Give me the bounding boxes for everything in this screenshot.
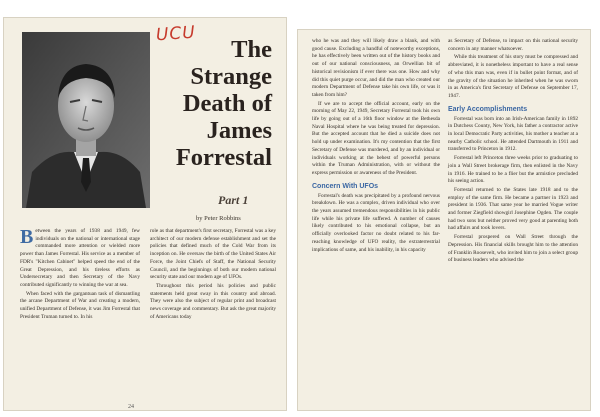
title-line: Strange: [190, 63, 272, 90]
page-number: 24: [128, 404, 134, 410]
paragraph: Forrestal prospered on Wall Street through the Depression. His financial skills brought him to the attention of Franklin Roosevelt, who invited him to join a select group of business leaders who advised the: [448, 234, 578, 264]
paragraph: Forrestal returned to the States late 1918 and to the employ of the same firm. He became a partner in 1923 and president in 1936. That same year he married Vogue writer and former Ziegfield showgirl Josephine Ogden. The couple had two sons but neither proved very good at parenting both had affairs and took lovers.: [448, 186, 578, 232]
paragraph: Forrestal was born into an Irish-American family in 1892 in Dutchess County, New York, his father a contractor active in local Democratic Party activities, his mother a teacher at a nearby Catholic school. He attended Dartmouth in 1911 and transferred to Princeton in 1912.: [448, 115, 578, 153]
right-page-column-1: [312, 38, 440, 255]
title-line: Death of: [182, 90, 272, 117]
left-page-column-2: [150, 228, 276, 322]
left-page: [4, 18, 286, 410]
title-line: Forrestal: [175, 144, 272, 171]
section-heading: Concern With UFOs: [312, 182, 379, 190]
byline: by Peter Robbins: [196, 215, 241, 222]
article-title: [144, 36, 272, 171]
drop-cap: B: [20, 226, 34, 248]
paragraph: If we are to accept the official account, early on the morning of May 22, 1949, Secretary Forrestal took his own life by going out of a 16th floor window at the Bethesda Naval Hospital where he was being treated for depression. But the accepted account that he died a suicide does not hold up under examination. It's my contention that the first Secretary of Defense was murdered, and by an individual or individuals working at the behest of powerful persons within the Truman Administration, with or without the express permission or awareness of the President.: [312, 100, 440, 176]
article-part-label: Part 1: [218, 193, 249, 207]
paragraph: Throughout this period his policies and public statements held great sway in this country and abroad. They were also the subject of regular print and broadcast news coverage and commentary. But ask the great majority of Americans today: [150, 282, 276, 320]
right-page: [298, 30, 590, 410]
portrait-illustration: [22, 32, 150, 208]
paragraph: as Secretary of Defense, to impact on this national security concern in any manner whatsoever.: [448, 38, 578, 52]
paragraph: When faced with the gargantuan task of dismantling the arcane Department of War and creating a modern, unified Department of Defense, it was Jim Forrestal that President Truman turned to. In his: [20, 290, 140, 320]
right-page-column-2: [448, 38, 578, 266]
title-line: James: [206, 117, 272, 144]
paragraph: While this treatment of his story must be compressed and abbreviated, it is nonetheless important to have a real sense of who this man was, even if in bullet point format, and of the gravity of the situation he inherited when he was sworn in as America's first Secretary of Defense on September 17, 1947.: [448, 54, 578, 99]
paragraph-text: etween the years of 1938 and 1949, few individuals on the national or international stage commanded more attention or wielded more power than James Forrestal. His service as a member of FDR's "Kitchen Cabinet" helped speed the end of the Great Depression, and his tireless efforts as Undersecretary and then Secretary of the Navy contributed significantly to winning the war at sea.: [20, 228, 140, 288]
paragraph: Forrestal's death was precipitated by a profound nervous breakdown. He was a complex, driven individual who over the years assumed tremendous responsibilities in his public life while his private life suffered. A number of causes likely contributed to his emotional collapse, but an officially overlooked factor no doubt related to his far-reaching knowledge of UFO reality, the extraterrestrial implications of same, and his inability, in his capacity: [312, 192, 440, 253]
section-heading: Early Accomplishments: [448, 105, 528, 113]
paragraph: who he was and they will likely draw a blank, and with good cause. Excluding a handful of noteworthy exceptions, he has effectively been written out of the history books and out of our national consciousness, an Orwellian bit of historical revisionism if ever there was one. How and why did this quiet purge occur, and did the man who created our modern Department of Defense take his own life, or was it taken from him?: [312, 38, 440, 98]
left-page-column-1: [20, 228, 140, 322]
paragraph: [20, 228, 140, 290]
title-line: The: [231, 36, 272, 63]
handwritten-stamp: UCU: [155, 22, 197, 46]
paragraph: role as that department's first secretary, Forrestal was a key architect of our modern defense establishment and set the policies that defined much of the Cold War from its inception on. He oversaw the birth of the United States Air Force, the Joint Chiefs of Staff, the National Security Council, and the beginnings of both our modern national security state and our modern age of UFOs.: [150, 228, 276, 281]
paragraph: Forrestal left Princeton three weeks prior to graduating to join a Wall Street brokerage firm, then enlisted in the Navy in 1916. He trained to be a flier but the armistice precluded his seeing action.: [448, 155, 578, 185]
portrait-photo: [22, 32, 150, 208]
